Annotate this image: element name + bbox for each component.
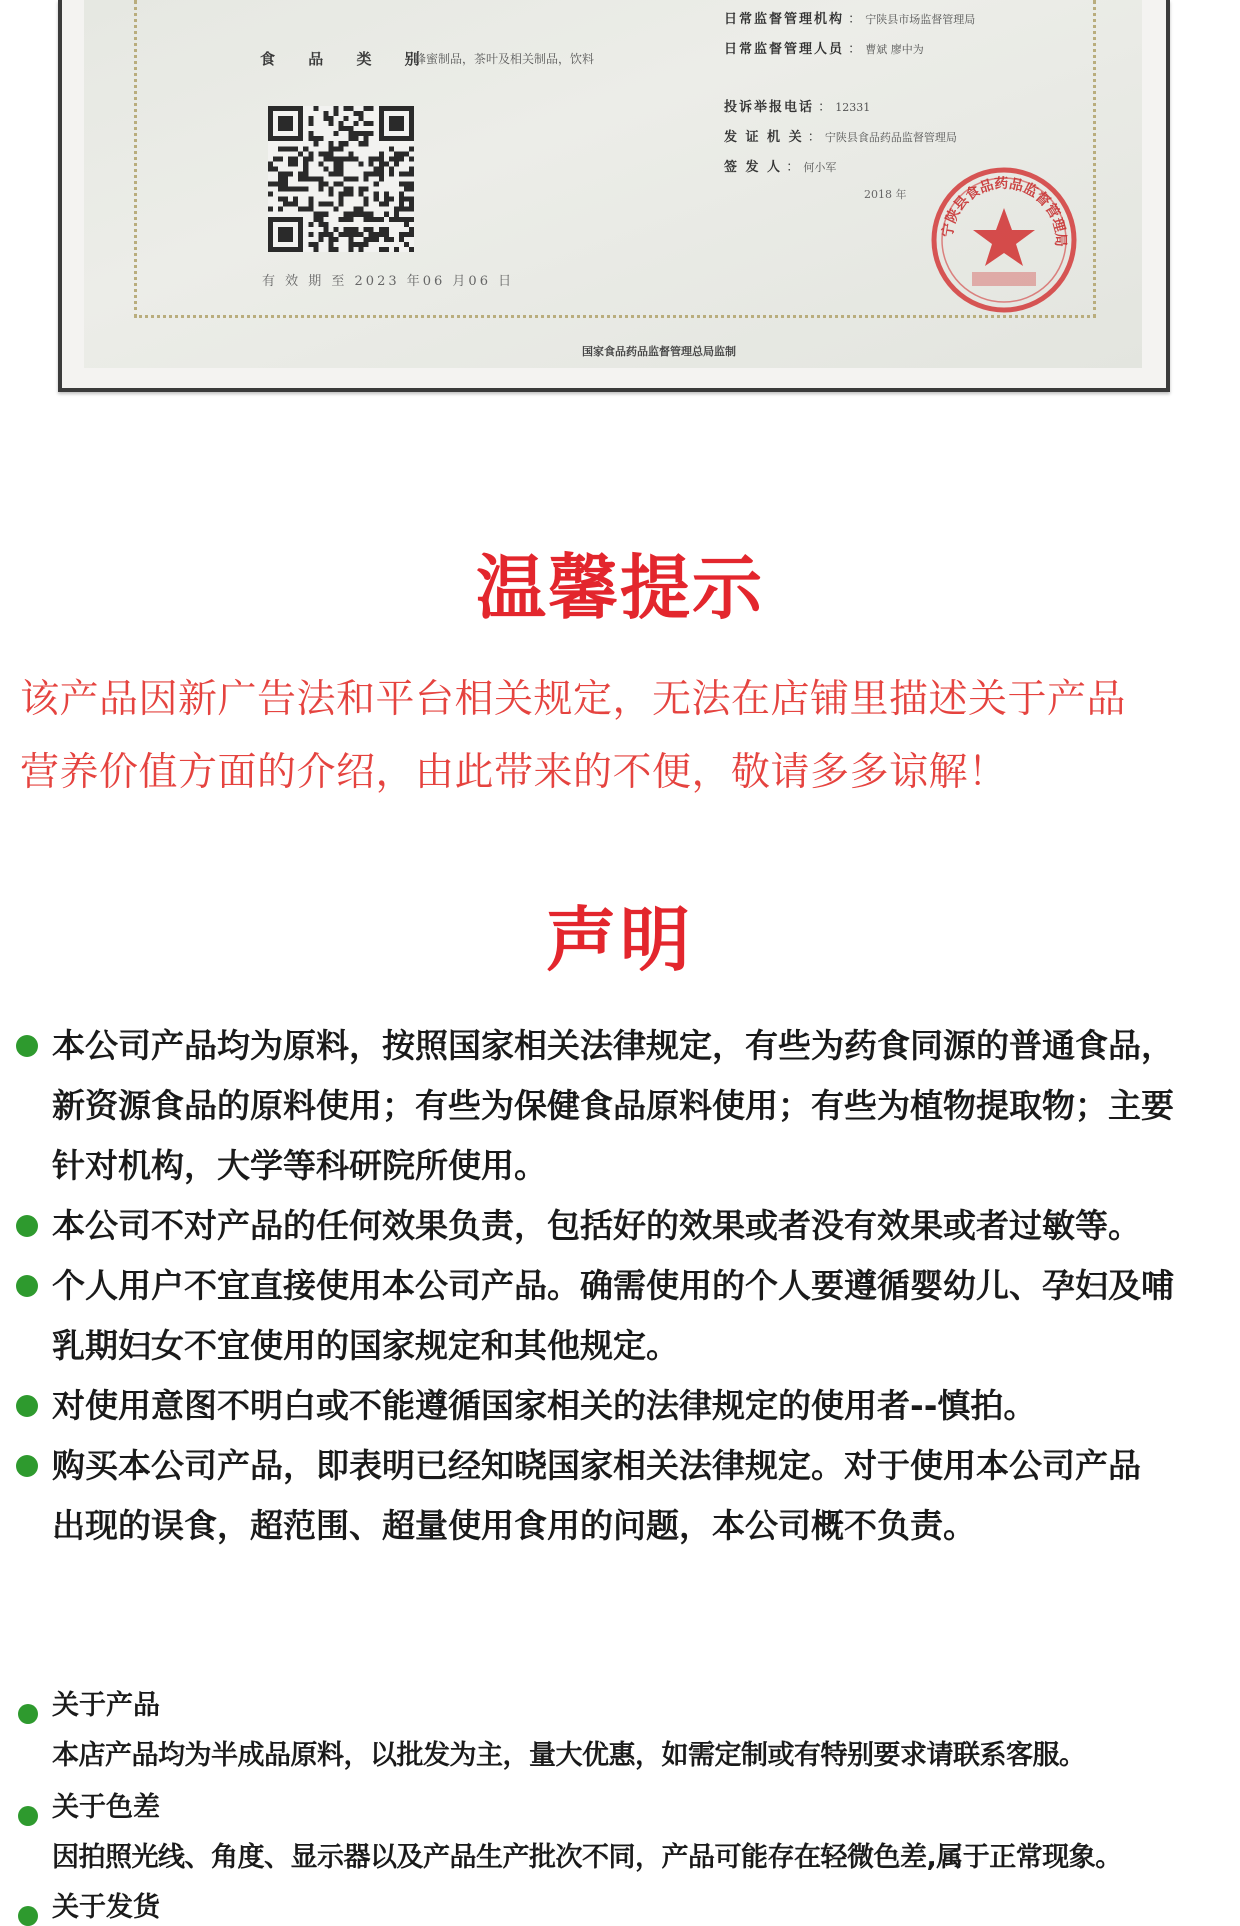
cert-row: 签 发 人 ： 何小军 xyxy=(724,160,837,175)
statement-line: 本公司产品均为原料，按照国家相关法律规定，有些为药食同源的普通食品， xyxy=(52,1026,1174,1065)
tips-title: 温馨提示 xyxy=(476,547,764,629)
bullet-icon xyxy=(18,1704,38,1724)
statement-line: 针对机构，大学等科研院所使用。 xyxy=(52,1146,547,1185)
cert-row: 日常监督管理机构 ： 宁陕县市场监督管理局 xyxy=(724,12,976,27)
tips-line: 该产品因新广告法和平台相关规定，无法在店铺里描述关于产品 xyxy=(20,677,1127,722)
about-heading: 关于色差 xyxy=(52,1792,160,1823)
cert-row-label: 发 证 机 关 xyxy=(724,130,804,145)
certificate-image xyxy=(58,0,1170,392)
cert-row: 发 证 机 关 ： 宁陕县食品药品监督管理局 xyxy=(724,130,957,145)
official-seal-icon xyxy=(924,160,1084,320)
seal-text: 宁陕县食品药品监督管理局 xyxy=(939,175,1069,247)
cert-row-value: 12331 xyxy=(835,101,871,114)
cert-row: 投诉举报电话 ： 12331 xyxy=(724,100,871,115)
bullet-icon xyxy=(16,1035,38,1057)
bullet-icon xyxy=(18,1806,38,1826)
cert-row: 日常监督管理人员 ： 曹斌 廖中为 xyxy=(724,42,924,57)
about-body: 因拍照光线、角度、显示器以及产品生产批次不同，产品可能存在轻微色差,属于正常现象。 xyxy=(52,1842,1122,1873)
cert-row-value: 宁陕县食品药品监督管理局 xyxy=(824,131,957,144)
bullet-icon xyxy=(16,1395,38,1417)
bullet-icon xyxy=(16,1455,38,1477)
statement-title: 声明 xyxy=(546,899,694,981)
qr-code-icon xyxy=(268,106,414,252)
cert-footer: 国家食品药品监督管理总局监制 xyxy=(582,345,736,358)
cert-row-label: 日常监督管理人员 xyxy=(724,42,845,57)
about-heading: 关于发货 xyxy=(52,1892,160,1923)
statement-line: 购买本公司产品，即表明已经知晓国家相关法律规定。对于使用本公司产品 xyxy=(52,1446,1141,1485)
statement-line: 出现的误食，超范围、超量使用食用的问题，本公司概不负责。 xyxy=(52,1506,976,1545)
statement-line: 个人用户不宜直接使用本公司产品。确需使用的个人要遵循婴幼儿、孕妇及哺 xyxy=(52,1266,1174,1305)
cert-row-value: 何小军 xyxy=(803,161,837,174)
statement-line: 新资源食品的原料使用；有些为保健食品原料使用；有些为植物提取物；主要 xyxy=(52,1086,1174,1125)
cert-row-value: 曹斌 廖中为 xyxy=(865,43,924,56)
certificate-paper xyxy=(84,0,1142,368)
statement-line: 本公司不对产品的任何效果负责，包括好的效果或者没有效果或者过敏等。 xyxy=(52,1206,1141,1245)
bullet-icon xyxy=(16,1215,38,1237)
cert-row-label: 日常监督管理机构 xyxy=(724,12,845,27)
cert-food-category-label: 食 品 类 别 xyxy=(260,50,434,68)
cert-issue-date: 2018 年 xyxy=(864,188,907,201)
statement-line: 乳期妇女不宜使用的国家规定和其他规定。 xyxy=(52,1326,679,1365)
bullet-icon xyxy=(18,1906,38,1926)
bullet-icon xyxy=(16,1275,38,1297)
cert-row-label: 投诉举报电话 xyxy=(724,100,815,115)
tips-line: 营养价值方面的介绍，由此带来的不便，敬请多多谅解！ xyxy=(20,750,1008,795)
statement-line: 对使用意图不明白或不能遵循国家相关的法律规定的使用者--慎拍。 xyxy=(52,1386,1037,1425)
cert-row-label: 签 发 人 xyxy=(724,160,783,175)
cert-validity: 有 效 期 至 2023 年06 月06 日 xyxy=(262,274,515,289)
about-heading: 关于产品 xyxy=(52,1690,160,1721)
cert-food-category-value: 蜂蜜制品，茶叶及相关制品，饮料 xyxy=(414,52,595,66)
cert-row-value: 宁陕县市场监督管理局 xyxy=(865,13,976,26)
about-body: 本店产品均为半成品原料，以批发为主，量大优惠，如需定制或有特别要求请联系客服。 xyxy=(52,1740,1086,1771)
